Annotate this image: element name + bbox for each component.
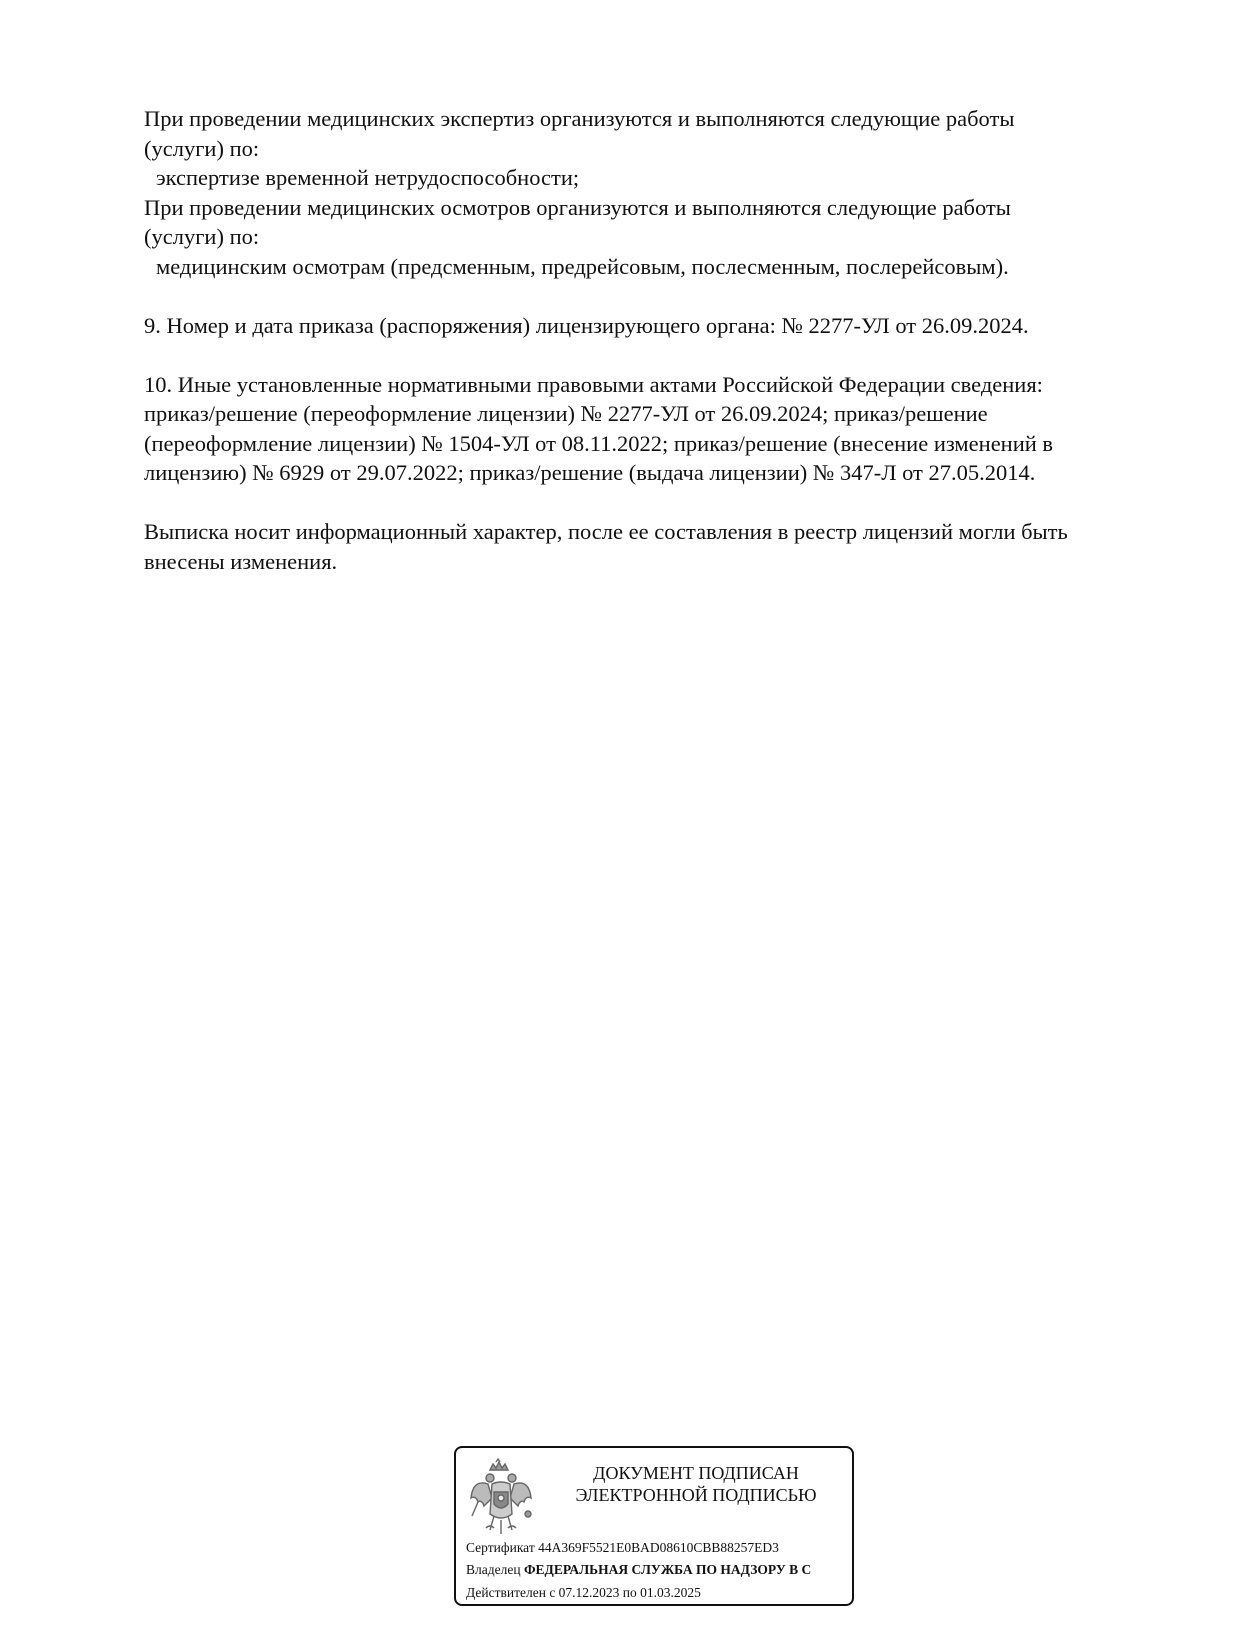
text-line-indented: экспертизе временной нетрудоспособности; (156, 165, 580, 190)
certificate-label: Сертификат (466, 1540, 535, 1555)
text-line: внесены изменения. (144, 548, 338, 574)
paragraph-gap (144, 281, 1154, 311)
disclaimer-note (144, 517, 1154, 576)
text-line: 10. Иные установленные нормативными правовыми актами Российской Федерации сведения: (144, 371, 1043, 397)
text-line: При проведении медицинских осмотров организуются и выполняются следующие работы (144, 194, 1011, 220)
owner-label: Владелец (466, 1562, 521, 1577)
document-body (144, 104, 1154, 576)
text-line: При проведении медицинских экспертиз организуются и выполняются следующие работы (144, 106, 1015, 131)
validity-line (466, 1585, 701, 1601)
text-line: Выписка носит информационный характер, после ее составления в реестр лицензий могли быть (144, 519, 1068, 544)
valid-label: Действителен (466, 1585, 546, 1600)
certificate-line (466, 1540, 779, 1556)
owner-line (466, 1562, 811, 1578)
text-line: (переоформление лицензии) № 1504-УЛ от 08.11.2022; приказ/решение (внесение изменений в (144, 430, 1054, 456)
item-9: 9. Номер и дата приказа (распоряжения) лицензирующего органа: № 2277-УЛ от 26.09.2024. (144, 312, 1029, 338)
stamp-title-line: ДОКУМЕНТ ПОДПИСАН (593, 1463, 799, 1483)
text-line-indented: медицинским осмотрам (предсменным, предрейсовым, послесменным, послерейсовым). (156, 253, 1009, 279)
valid-value: с 07.12.2023 по 01.03.2025 (549, 1585, 701, 1600)
text-line: лицензию) № 6929 от 29.07.2022; приказ/решение (выдача лицензии) № 347-Л от 27.05.2014. (144, 460, 1036, 485)
russian-coat-of-arms-icon (468, 1458, 534, 1540)
item-10 (144, 370, 1154, 488)
text-line: (услуги) по: (144, 224, 260, 249)
owner-value: ФЕДЕРАЛЬНАЯ СЛУЖБА ПО НАДЗОРУ В С (523, 1562, 812, 1577)
paragraph-gap (144, 340, 1154, 370)
text-line: (услуги) по: (144, 135, 260, 161)
electronic-signature-stamp (454, 1446, 854, 1606)
paragraph-gap (144, 488, 1154, 518)
text-line: приказ/решение (переоформление лицензии) № 2277-УЛ от 26.09.2024; приказ/решение (144, 401, 988, 426)
stamp-title (546, 1462, 846, 1506)
certificate-value: 44A369F5521E0BAD08610CBB88257ED3 (538, 1540, 779, 1555)
stamp-title-line: ЭЛЕКТРОННОЙ ПОДПИСЬЮ (575, 1485, 817, 1505)
